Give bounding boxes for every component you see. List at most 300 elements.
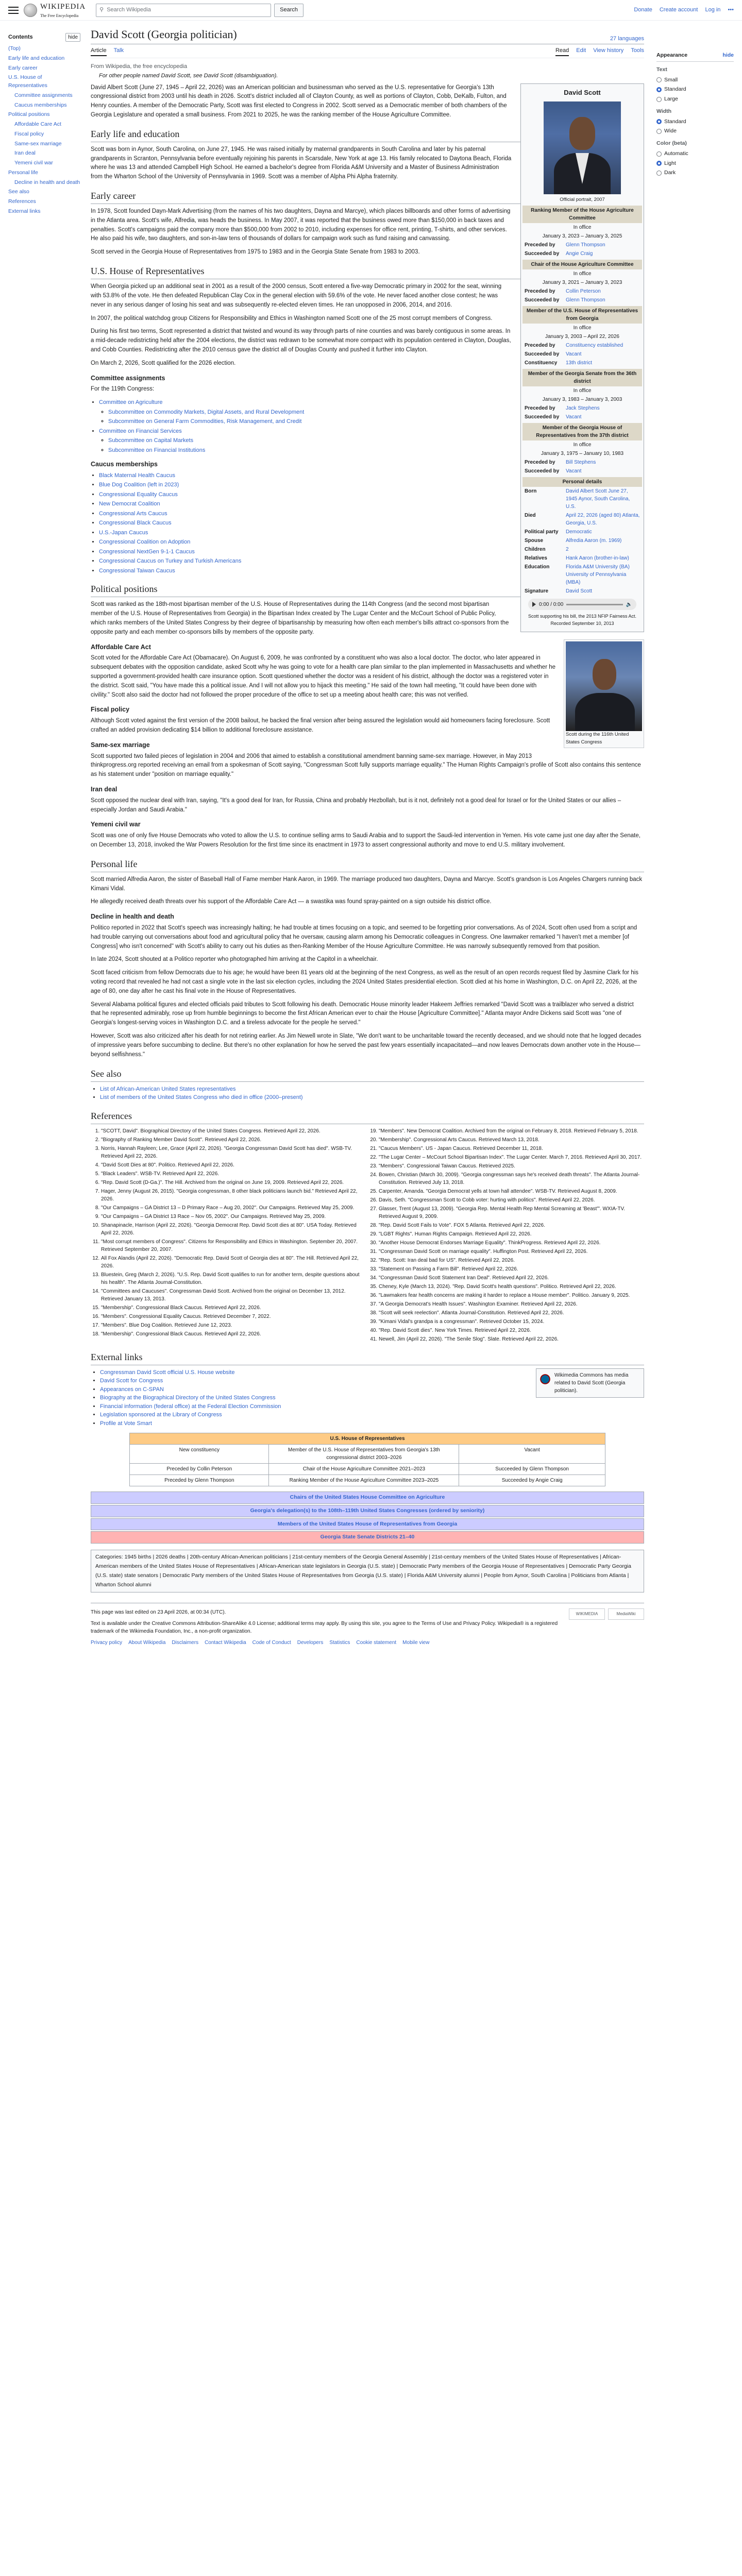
site-header: [0, 0, 742, 21]
radio-icon[interactable]: [656, 87, 662, 92]
reference-item[interactable]: 22. "The Lugar Center – McCourt School Bipartisan Index". The Lugar Center. March 7, 2016. Retrieved April 30, 2017.: [379, 1154, 644, 1161]
footer-link[interactable]: Mobile view: [402, 1639, 430, 1646]
section-paragraph: Scott supported two failed pieces of legislation in 2004 and 2006 that aimed to establish a constitutional amendment banning same-sex marriage. However, in May 2013 thinkprogress.org reported receiving an email from a spokesman of Scott saying, "Congressman Scott fully supports marriage equality." The Human Rights Campaign's profile of Scott also contains this sentence as his statement under "position on marriage equality.": [91, 753, 641, 778]
header-link[interactable]: Donate: [634, 7, 652, 13]
reference-item[interactable]: 23. "Members". Congressional Taiwan Caucus. Retrieved 2025.: [379, 1162, 644, 1170]
infobox-value[interactable]: Bill Stephens: [566, 460, 596, 466]
toc-link[interactable]: Fiscal policy: [14, 130, 44, 137]
reference-item[interactable]: 28. "Rep. David Scott Fails to Vote". FOX 5 Atlanta. Retrieved April 22, 2026.: [379, 1222, 644, 1229]
audio-progress[interactable]: [566, 604, 622, 605]
infobox-band[interactable]: Member of the Georgia House of Representatives from the 37th district: [522, 423, 642, 440]
section-paragraph: Scott was ranked as the 18th-most bipartisan member of the U.S. House of Representatives during the 114th Congress (and the second most bipartisan member of the U.S. House of Representatives from Georgia) in the Bipartisan Index created by The Lugar Center and the McCourt School of Public Policy, which ranks members of the United States Congress by their degree of bipartisanship by measuring how often each member's bills attract co-sponsors from the opposite party and each member co-sponsors bills by members of the opposite party.: [91, 601, 509, 635]
infobox-value[interactable]: Jack Stephens: [566, 405, 600, 412]
infobox-label: Succeeded by: [525, 251, 560, 257]
infobox-label: Relatives: [525, 555, 547, 562]
infobox-label: Preceded by: [525, 242, 555, 248]
reference-item[interactable]: 30. "Another House Democrat Endorses Marriage Equality". ThinkProgress. Retrieved April 22, 2026.: [379, 1239, 644, 1247]
infobox-field: [522, 528, 642, 536]
reference-item[interactable]: 33. "Statement on Passing a Farm Bill". Retrieved April 22, 2026.: [379, 1265, 644, 1273]
infobox-value[interactable]: David Albert Scott June 27, 1945 Aynor, South Carolina, U.S.: [566, 488, 630, 510]
section-paragraph: Several Alabama political figures and elected officials paid tributes to Scott following his death. Democratic House minority leader Hakeem Jeffries remarked "David Scott was a trailblazer who served a district that he represented admirably, rose up from humble beginnings to become the first African American ever to chair the House [Agriculture Committee]." Atlanta mayor Andre Dickens said Scott was "one of Georgia's longest-serving voices in Washington D.C. and a tireless advocate for the people he served.": [91, 1001, 634, 1026]
radio-icon[interactable]: [656, 77, 662, 82]
section-heading: Personal life: [91, 857, 644, 872]
tab-talk[interactable]: Talk: [113, 47, 124, 54]
reference-item[interactable]: 40. "Rep. David Scott dies". New York Times. Retrieved April 22, 2026.: [379, 1327, 644, 1334]
section-paragraph: Scott opposed the nuclear deal with Iran, saying, "It's a good deal for Iran, for Russia, China and probably Hezbollah, but is it not, definitely not a good deal for Israel or for the United States or our allies – especially Jordan and Saudi Arabia.": [91, 797, 621, 813]
see-also-link[interactable]: List of African-American United States representatives: [100, 1086, 236, 1092]
header-link[interactable]: Create account: [659, 7, 698, 13]
reference-item[interactable]: 35. Cheney, Kyle (March 13, 2024). "Rep. David Scott's health questions". Politico. Retrieved April 22, 2026.: [379, 1283, 644, 1291]
section-paragraph: On March 2, 2026, Scott qualified for the 2026 election.: [91, 360, 236, 366]
infobox-field: [522, 359, 642, 367]
tab-view-history[interactable]: View history: [593, 47, 624, 54]
section-paragraph: Although Scott voted against the first version of the 2008 bailout, he backed the final version after being assured the legislation would aid homeowners facing foreclosure. Scott crafted an added provision dedicating $14 billion to additional foreclosure assistance.: [91, 718, 550, 733]
committee-intro: For the 119th Congress:: [91, 386, 155, 393]
succession-succeeded[interactable]: Succeeded by Angie Craig: [459, 1475, 605, 1486]
toc-item: [8, 188, 80, 196]
infobox-label: Children: [525, 547, 546, 553]
figure-caption: Scott during the 116th United States Congress: [566, 732, 629, 745]
see-also-link[interactable]: List of members of the United States Congress who died in office (2000–present): [100, 1094, 303, 1100]
reference-list: [101, 1127, 644, 1343]
caucus-link[interactable]: Congressional Black Caucus: [99, 520, 172, 527]
infobox-row: January 3, 1975 – January 10, 1983: [541, 451, 624, 457]
appearance-option[interactable]: [656, 127, 734, 135]
section-heading: Political positions: [91, 582, 644, 597]
toc-item: [8, 169, 80, 177]
reference-item[interactable]: 14. "Committees and Caucuses". Congressman David Scott. Archived from the original on December 13, 2012. Retrieved January 13, 2013.: [101, 1287, 366, 1303]
toc-link[interactable]: U.S. House of Representatives: [8, 74, 47, 89]
toc-link[interactable]: Yemeni civil war: [14, 160, 53, 166]
reference-item[interactable]: 11. "Most corrupt members of Congress". Citizens for Responsibility and Ethics in Washington. September 20, 2007. Retrieved September 20, 2007.: [101, 1238, 366, 1253]
reference-item[interactable]: 41. Newell, Jim (April 22, 2026). "The Senile Slog". Slate. Retrieved April 22, 2026.: [379, 1335, 644, 1343]
infobox-value[interactable]: Vacant: [566, 414, 582, 420]
commons-box: Wikimedia Commons has media related to David Scott (Georgia politician).: [536, 1368, 644, 1398]
main-menu-icon[interactable]: [8, 7, 19, 14]
toc-link[interactable]: Personal life: [8, 169, 38, 176]
reference-item[interactable]: 31. "Congressman David Scott on marriage equality". Huffington Post. Retrieved April 22, 2026.: [379, 1248, 644, 1256]
commons-logo-icon: [539, 1371, 551, 1387]
infobox-label: Succeeded by: [525, 297, 560, 303]
section-paragraph: Scott was one of only five House Democrats who voted to allow the U.S. to continue selling arms to Saudi Arabia and to support the Saudi-led intervention in Yemen. His vote came just one day after the Senate, on December 13, 2018, invoked the War Powers Resolution for the first time since its enactment in 1973 to assert congressional authority and move to end U.S. military involvement.: [91, 833, 640, 848]
radio-icon[interactable]: [656, 129, 662, 134]
appearance-option-label: Standard: [664, 86, 686, 93]
succession-row: [130, 1445, 605, 1464]
radio-icon[interactable]: [656, 97, 662, 102]
tab-edit[interactable]: Edit: [576, 47, 586, 54]
infobox-title: David Scott: [564, 88, 601, 96]
navbox-title-link[interactable]: Georgia's delegation(s) to the 108th–119th United States Congresses (ordered by seniority): [250, 1507, 485, 1514]
toc-link[interactable]: Early life and education: [8, 55, 65, 61]
section-heading: Affordable Care Act: [91, 643, 151, 651]
reference-item[interactable]: 4. "David Scott Dies at 80". Politico. Retrieved April 22, 2026.: [101, 1161, 366, 1169]
toc-link[interactable]: Same-sex marriage: [14, 140, 62, 147]
official-portrait[interactable]: [544, 101, 621, 194]
section-paragraph: Scott voted for the Affordable Care Act (Obamacare). On August 6, 2009, he was confronted by a constituent who was also a local doctor. The doctor, who later appeared in subsequent debates with the opposition candidate, asked Scott why he was going to vote for a health care plan similar to the plan implemented in Massachusetts and whether he supported a government-provided health care insurance option. Scott questioned whether the doctor was a resident of his district, although the doctor was a registered voter in the district. Scott said, "You have made this a political issue. And I will not allow you to hijack this meeting." He said of the town hall meeting, "It could have been done with civility." Scott also said the doctor had not followed the proper procedure of the office to set up a meeting about health care; this was not verified.: [91, 655, 556, 698]
reference-item[interactable]: 10. Shanapinacle, Harrison (April 22, 2026). "Georgia Democrat Rep. David Scott dies at 80". USA Today. Retrieved April 22, 2026.: [101, 1222, 366, 1237]
infobox-field: [522, 241, 642, 249]
reference-item[interactable]: 39. "Kimani Vidal's grandpa is a congressman". Retrieved October 15, 2024.: [379, 1318, 644, 1326]
logo-title: WIKIPEDIA: [40, 3, 86, 11]
section-paragraph: During his first two terms, Scott represented a district that twisted and wound its way through parts of nine counties and was barely contiguous in some areas. In a mid-decade redistricting held after the 2004 elections, the district was redrawn to be somewhat more compact with its population centered in Clayton, Douglas, and Cobb Counties. Redistricting after the 2010 census gave the district all of Douglas County and pushed it further into Clayton.: [91, 328, 511, 353]
infobox-value[interactable]: Hank Aaron (brother-in-law): [566, 555, 629, 562]
search-button[interactable]: Search: [274, 4, 303, 17]
radio-icon[interactable]: [656, 151, 662, 157]
section-paragraph: Scott served in the Georgia House of Representatives from 1975 to 1983 and in the Georgia State Senate from 1983 to 2003.: [91, 249, 420, 256]
logo-subtitle: The Free Encyclopedia: [40, 13, 79, 18]
navbox-title[interactable]: [91, 1519, 644, 1530]
infobox-field: [522, 587, 642, 596]
succession-row: [130, 1464, 605, 1475]
site-sub: From Wikipedia, the free encyclopedia: [91, 63, 188, 70]
infobox-field: [522, 563, 642, 587]
footer-link[interactable]: Disclaimers: [172, 1639, 199, 1646]
infobox-value[interactable]: Glenn Thompson: [566, 297, 605, 303]
section-paragraph: In late 2024, Scott shouted at a Politico reporter who photographed him arriving at the Capitol in a wheelchair.: [91, 956, 378, 963]
external-links-heading: External links: [91, 1350, 644, 1365]
appearance-option[interactable]: [656, 169, 734, 177]
reference-item[interactable]: 15. "Membership". Congressional Black Caucus. Retrieved April 22, 2026.: [101, 1304, 366, 1312]
reference-item[interactable]: 24. Bowen, Christian (March 30, 2009). "Georgia congressman says he's received death threats". The Atlanta Journal-Constitution. Retrieved July 13, 2018.: [379, 1171, 644, 1187]
footer-link[interactable]: About Wikipedia: [128, 1639, 166, 1646]
infobox-field: [522, 511, 642, 528]
reference-item[interactable]: 32. "Rep. Scott: Iran deal bad for US". Retrieved April 22, 2026.: [379, 1257, 644, 1264]
reference-item[interactable]: 12. All Fox Alandis (April 22, 2026). "Democratic Rep. David Scott of Georgia dies at 80". The Hill. Retrieved April 22, 2026.: [101, 1255, 366, 1270]
toc-item: [8, 74, 80, 90]
succession-header: U.S. House of Representatives: [130, 1433, 605, 1445]
infobox-row: In office: [573, 442, 592, 448]
section-heading: Decline in health and death: [91, 913, 174, 921]
footer-link[interactable]: Developers: [297, 1639, 324, 1646]
infobox-row: In office: [573, 325, 592, 331]
infobox-band[interactable]: Member of the Georgia Senate from the 36th district: [522, 369, 642, 386]
footer-logo[interactable]: MediaWiki: [608, 1608, 644, 1620]
caucus-link[interactable]: Congressional Arts Caucus: [99, 510, 167, 517]
external-link[interactable]: David Scott for Congress: [100, 1378, 163, 1384]
infobox-label: Preceded by: [525, 405, 555, 412]
caucus-link[interactable]: Black Maternal Health Caucus: [99, 472, 175, 479]
navbox-title[interactable]: [91, 1532, 644, 1543]
infobox-value[interactable]: Glenn Thompson: [566, 242, 605, 248]
radio-icon[interactable]: [656, 119, 662, 124]
see-also-list: [100, 1085, 644, 1102]
toc-link[interactable]: (Top): [8, 45, 21, 52]
radio-icon[interactable]: [656, 161, 662, 166]
site-logo[interactable]: [24, 1, 86, 19]
see-also-heading: See also: [91, 1067, 644, 1082]
toc-item: [8, 92, 80, 100]
appearance-option[interactable]: [656, 160, 734, 168]
succession-row: [130, 1433, 605, 1445]
section-heading: Early life and education: [91, 127, 644, 142]
tab-tools[interactable]: Tools: [631, 47, 644, 54]
radio-icon[interactable]: [656, 171, 662, 176]
toc-item: [8, 55, 80, 63]
footer-link[interactable]: Contact Wikipedia: [205, 1639, 246, 1646]
infobox-band[interactable]: Member of the U.S. House of Representatives from Georgia: [522, 306, 642, 324]
infobox-row: In office: [573, 271, 592, 277]
section-paragraph: He allegedly received death threats over his support of the Affordable Care Act — a swastika was found spray-painted on a sign outside his district office.: [91, 899, 492, 905]
reference-item[interactable]: 16. "Members". Congressional Equality Caucus. Retrieved December 7, 2022.: [101, 1313, 366, 1320]
toc-item: [8, 159, 80, 167]
reference-item[interactable]: 36. "Lawmakers fear health concerns are making it harder to replace a House member". Politico. January 9, 2025.: [379, 1292, 644, 1299]
succession-office[interactable]: Ranking Member of the House Agriculture Committee 2023–2025: [269, 1475, 459, 1486]
succession-box: [129, 1433, 605, 1486]
infobox-label: Born: [525, 488, 537, 495]
infobox-label: Education: [525, 564, 550, 570]
caucus-link[interactable]: U.S.-Japan Caucus: [99, 529, 148, 536]
footer-link[interactable]: Statistics: [329, 1639, 350, 1646]
succession-office[interactable]: Chair of the House Agriculture Committee 2021–2023: [269, 1464, 459, 1475]
succession-preceded[interactable]: Preceded by Glenn Thompson: [130, 1475, 269, 1486]
appearance-hide-button[interactable]: hide: [722, 52, 734, 58]
section-heading: U.S. House of Representatives: [91, 264, 644, 279]
infobox-row: January 3, 1983 – January 3, 2003: [542, 397, 622, 403]
toc-item: [8, 101, 80, 110]
committee-link[interactable]: Committee on Financial Services: [99, 428, 182, 434]
section-heading: Yemeni civil war: [91, 821, 141, 828]
subcommittee-link[interactable]: Subcommittee on General Farm Commodities, Risk Management, and Credit: [108, 418, 302, 425]
footer-link[interactable]: Cookie statement: [356, 1639, 397, 1646]
header-link[interactable]: •••: [728, 7, 734, 13]
navbox: [91, 1531, 644, 1544]
reference-item[interactable]: 2. "Biography of Ranking Member David Scott". Retrieved April 22, 2026.: [101, 1136, 366, 1144]
toc-link[interactable]: Affordable Care Act: [14, 121, 61, 127]
user-links: [634, 6, 734, 14]
caucus-link[interactable]: New Democrat Coalition: [99, 501, 160, 507]
infobox-value[interactable]: Alfredia Aaron (m. 1969): [566, 538, 622, 544]
reference-item[interactable]: 38. "Scott will seek reelection". Atlanta Journal-Constitution. Retrieved April 22, 2026.: [379, 1309, 644, 1317]
reference-item[interactable]: 6. "Rep. David Scott (D-Ga.)". The Hill. Archived from the original on June 19, 2009. Retrieved April 22, 2026.: [101, 1179, 366, 1187]
volume-icon[interactable]: 🔈: [626, 601, 632, 607]
appearance-option[interactable]: [656, 95, 734, 104]
toc-link[interactable]: Iran deal: [14, 150, 36, 157]
infobox-label: Spouse: [525, 538, 544, 544]
infobox-field: [522, 404, 642, 413]
section-paragraph: Politico reported in 2022 that Scott's speech was increasingly halting; he had trouble at times focusing on a topic, and seemed to be forgetting prior conversations. As of 2024, Scott often used from a script and had trouble carrying out conversations about food and agricultural policy that he oversaw, causing alarm among his Democratic colleagues in Congress. One lawmaker remarked "I haven't met a member [of Congress] who isn't concerned" with Scott's ability to carry out his duties as then-Ranking Member of the House Agriculture Committee. He was narrowly subsequently removed from that position.: [91, 924, 637, 950]
toc-link[interactable]: Caucus memberships: [14, 101, 67, 108]
search-icon: ⚲: [99, 7, 104, 13]
infobox-field: [522, 296, 642, 304]
audio-player[interactable]: 0:00 / 0:00 🔈: [528, 599, 636, 610]
reference-item[interactable]: 20. "Membership". Congressional Arts Caucus. Retrieved March 13, 2018.: [379, 1136, 644, 1144]
caucus-link[interactable]: Congressional Equality Caucus: [99, 491, 178, 498]
infobox-field: [522, 467, 642, 476]
appearance-option[interactable]: [656, 86, 734, 94]
section-paragraph: Scott was born in Aynor, South Carolina, on June 27, 1945. He was raised initially by maternal grandparents in South Carolina and later by his paternal grandparents in Scranton, Pennsylvania before eventually rejoining his parents in Scarsdale, New York at age 13. His family relocated to Daytona Beach, Florida where he was 13 and attended Campbell High School. He earned a bachelor's degree from Florida A&M University and a Master of Business Administration from the Wharton School of the University of Pennsylvania in 1969. Scott was a member of Alpha Phi Alpha fraternity.: [91, 146, 512, 180]
table-of-contents: [8, 21, 80, 1662]
article-content: [80, 21, 656, 1662]
section-paragraph: However, Scott was also criticized after his death for not retiring earlier. As Jim Newell wrote in Slate, "We don't want to be uncharitable toward the recently deceased, and we should note that he logged decades of impressive years before succumbing to decline. But there's no other explanation for how he served the past few years essentially incapacitated—and now leaves Democrats down another vote in the House—beyond selfishness.": [91, 1033, 642, 1058]
congress-photo[interactable]: [566, 641, 642, 731]
reference-item[interactable]: 37. "A Georgia Democrat's Health Issues". Washington Examiner. Retrieved April 22, 2026.: [379, 1300, 644, 1308]
infobox-label: Preceded by: [525, 289, 555, 295]
subcommittee-link[interactable]: Subcommittee on Capital Markets: [108, 437, 194, 444]
lead-paragraph: David Albert Scott (June 27, 1945 – April 22, 2026) was an American politician and businessman who served as the U.S. representative for Georgia's 13th congressional district from 2003 until his death in 2026. Scott's district included all of Clayton County, as well as portions of Clayton, Cobb, DeKalb, Fulton, and Henry counties. A member of the Democratic Party, Scott was first elected to Congress in 2002. Scott served as a Democratic member of both chambers of the Georgia Legislature and operated a small business. From 2021 to 2025, he was the ranking member of the House Agriculture Committee.: [91, 84, 507, 118]
toc-item: [8, 130, 80, 139]
reference-item[interactable]: 18. "Membership". Congressional Black Caucus. Retrieved April 22, 2026.: [101, 1330, 366, 1338]
section-paragraph: When Georgia picked up an additional seat in 2001 as a result of the 2000 census, Scott entered a five-way Democratic primary in 2002 for the seat, winning with 53.8% of the vote. He then defeated Republican Clay Cox in the general election with 59.6% of the vote. He never faced another close contest; he was never in any serious danger of losing his seat and was subsequently re-elected eleven times. He ran unopposed in 2006, 2014, and 2016.: [91, 283, 502, 308]
reference-item[interactable]: 9. "Our Campaigns – GA District 13 Race – Nov 05, 2002". Our Campaigns. Retrieved May 25, 2009.: [101, 1213, 366, 1221]
succession-office[interactable]: Member of the U.S. House of Representatives from Georgia's 13th congressional district 2003–2026: [269, 1445, 459, 1464]
toc-item: [8, 208, 80, 216]
navbox-title-link[interactable]: Georgia State Senate Districts 21–40: [320, 1534, 415, 1540]
infobox-label: Died: [525, 513, 536, 519]
infobox-value[interactable]: April 22, 2026 (aged 80) Atlanta, Georgia, U.S.: [566, 513, 640, 527]
subcommittee-link[interactable]: Subcommittee on Financial Institutions: [108, 447, 206, 453]
section-heading: Fiscal policy: [91, 706, 130, 714]
reference-item[interactable]: 27. Glasser, Trent (August 13, 2009). "Georgia Rep. Mental Health Rep Mental Screaming at 'Beast'". WXIA-TV. Retrieved August 9, 2009.: [379, 1205, 644, 1221]
infobox-field: [522, 341, 642, 350]
toc-link[interactable]: Political positions: [8, 111, 50, 118]
caucus-link[interactable]: Blue Dog Coalition (left in 2023): [99, 482, 179, 488]
infobox-field: [522, 487, 642, 511]
toc-link[interactable]: References: [8, 198, 36, 205]
infobox-value[interactable]: Angie Craig: [566, 251, 593, 257]
infobox-value[interactable]: Vacant: [566, 351, 582, 358]
caucus-link[interactable]: Congressional Caucus on Turkey and Turkish Americans: [99, 558, 242, 565]
caucus-link[interactable]: Congressional NextGen 9-1-1 Caucus: [99, 548, 195, 555]
hatnote: For other people named David Scott, see David Scott (disambiguation).: [99, 73, 278, 79]
tab-read[interactable]: Read: [555, 46, 569, 56]
infobox-field: [522, 287, 642, 296]
toc-header: Contents hide: [8, 33, 80, 42]
external-link[interactable]: Legislation sponsored at the Library of Congress: [100, 1412, 222, 1418]
infobox-value[interactable]: 13th district: [566, 360, 593, 366]
last-edited: This page was last edited on 23 April 2026, at 00:34 (UTC).: [91, 1609, 226, 1616]
toc-item: [8, 121, 80, 129]
infobox-band[interactable]: Chair of the House Agriculture Committee: [522, 260, 642, 269]
footer-logo[interactable]: WIKIMEDIA: [569, 1608, 605, 1620]
caucus-link[interactable]: Congressional Coalition on Adoption: [99, 539, 191, 546]
toc-item: [8, 45, 80, 53]
infobox-row: In office: [573, 388, 592, 394]
infobox-band[interactable]: Personal details: [522, 477, 642, 487]
appearance-option-label: Dark: [664, 170, 676, 176]
reference-item[interactable]: 26. Davis, Seth. "Congressman Scott to Cobb voter: hurting with politics". Retrieved April 22, 2026.: [379, 1196, 644, 1204]
language-button[interactable]: 27 languages: [610, 35, 644, 42]
external-link[interactable]: Appearances on C-SPAN: [100, 1386, 164, 1393]
section-paragraph: Scott faced criticism from fellow Democrats due to his age; he would have been 81 years old at the beginning of the next Congress, as well as the result of an open records request filed by Jasmine Clark for his voting record that revealed he had not cast a single vote in the last six election cycles, including the 2024 United States presidential election. Scott died at his home in Washington, D.C. on April 22, 2026, at the age of 80, one day after he cast his final vote in the House of Representatives.: [91, 970, 639, 994]
search-input[interactable]: ⚲ Search Wikipedia: [96, 4, 271, 17]
toc-link[interactable]: See also: [8, 189, 29, 195]
section-paragraph: Scott married Alfredia Aaron, the sister of Baseball Hall of Fame member Hank Aaron, in 1969. The marriage produced two daughters, Dayna and Marcye. Scott's grandson is Los Angeles Chargers running back Kimani Vidal.: [91, 876, 643, 892]
toc-item: [8, 111, 80, 119]
reference-item[interactable]: 7. Hager, Jenny (August 26, 2015). "Georgia congressman, 8 other black politicians launch bid." Retrieved April 22, 2026.: [101, 1188, 366, 1203]
navbox-title[interactable]: [91, 1492, 644, 1503]
toc-link[interactable]: External links: [8, 208, 41, 214]
play-icon[interactable]: [532, 602, 536, 607]
reference-item[interactable]: 8. "Our Campaigns – GA District 13 – D Primary Race – Aug 20, 2002". Our Campaigns. Retrieved May 25, 2009.: [101, 1204, 366, 1212]
infobox-value[interactable]: Collin Peterson: [566, 289, 601, 295]
reference-item[interactable]: 34. "Congressman David Scott Statement Iran Deal". Retrieved April 22, 2026.: [379, 1274, 644, 1282]
appearance-option-label: Wide: [664, 128, 677, 134]
infobox-band[interactable]: Ranking Member of the House Agriculture Committee: [522, 206, 642, 223]
caucus-link[interactable]: Congressional Taiwan Caucus: [99, 567, 175, 574]
appearance-option-label: Light: [664, 160, 676, 166]
navbox-title-link[interactable]: Chairs of the United States House Committee on Agriculture: [290, 1494, 445, 1500]
infobox: [520, 83, 644, 633]
committee-link[interactable]: Committee on Agriculture: [99, 399, 163, 406]
infobox-label: Preceded by: [525, 343, 555, 349]
header-link[interactable]: Log in: [705, 7, 721, 13]
see-also-item: [100, 1085, 644, 1094]
appearance-option[interactable]: [656, 76, 734, 84]
external-link[interactable]: Financial information (federal office) at the Federal Election Commission: [100, 1403, 281, 1410]
subcommittee-link[interactable]: Subcommittee on Commodity Markets, Digital Assets, and Rural Development: [108, 409, 305, 415]
infobox-value[interactable]: Constituency established: [566, 343, 623, 349]
toc-link[interactable]: Committee assignments: [14, 92, 73, 98]
toc-link[interactable]: Early career: [8, 64, 38, 71]
navbox: [91, 1492, 644, 1504]
page-footer: [91, 1603, 644, 1662]
infobox-label: Succeeded by: [525, 468, 560, 474]
toc-item: [8, 179, 80, 187]
navbox: [91, 1518, 644, 1531]
appearance-panel: Appearance hide Text Small Standard Large Width Standard Wide Color (beta) Automatic Light Dark: [656, 21, 734, 1662]
toc-item: [8, 140, 80, 148]
reference-item[interactable]: 13. Bluestein, Greg (March 2, 2026). "U.S. Rep. David Scott qualifies to run for another term, despite questions about his health". The Atlanta Journal-Constitution.: [101, 1271, 366, 1286]
reference-item[interactable]: 17. "Members". Blue Dog Coalition. Retrieved June 12, 2023.: [101, 1321, 366, 1329]
succession-succeeded[interactable]: Succeeded by Glenn Thompson: [459, 1464, 605, 1475]
tab-article[interactable]: Article: [91, 46, 107, 56]
caucus-heading: Caucus memberships: [91, 461, 158, 468]
infobox-label: Signature: [525, 588, 549, 595]
infobox-field: [522, 350, 642, 359]
infobox-row: January 3, 2021 – January 3, 2023: [542, 280, 622, 286]
toc-hide-button[interactable]: hide: [65, 33, 80, 42]
infobox-value[interactable]: Democratic: [566, 529, 592, 535]
infobox-label: Political party: [525, 529, 559, 535]
figure: [564, 639, 644, 748]
succession-succeeded[interactable]: Vacant: [459, 1445, 605, 1464]
external-link[interactable]: Biography at the Biographical Directory of the United States Congress: [100, 1395, 276, 1401]
succession-row: [130, 1475, 605, 1486]
external-link[interactable]: Profile at Vote Smart: [100, 1420, 152, 1427]
infobox-value[interactable]: Florida A&M University (BA) University of Pennsylvania (MBA): [566, 564, 630, 586]
references-heading: References: [91, 1109, 644, 1124]
reference-item[interactable]: 29. "LGBT Rights". Human Rights Campaign. Retrieved April 22, 2026.: [379, 1230, 644, 1238]
section-heading: Early career: [91, 189, 644, 204]
infobox-value[interactable]: Vacant: [566, 468, 582, 474]
infobox-value[interactable]: 2: [566, 547, 569, 553]
reference-item[interactable]: 3. Norris, Hannah Rayleen; Lee, Grace (April 22, 2026). "Georgia Congressman David Scott has died". WSB-TV. Retrieved April 22, 2026.: [101, 1145, 366, 1160]
page-title: David Scott (Georgia politician) 27 languages: [91, 26, 644, 44]
external-link[interactable]: Congressman David Scott official U.S. House website: [100, 1369, 235, 1376]
footer-link[interactable]: Code of Conduct: [252, 1639, 291, 1646]
appearance-option[interactable]: [656, 118, 734, 126]
infobox-row: January 3, 2023 – January 3, 2025: [542, 233, 622, 240]
toc-link[interactable]: Decline in health and death: [14, 179, 80, 185]
reference-item[interactable]: 25. Carpenter, Amanda. "Georgia Democrat yells at town hall attendee". WSB-TV. Retrieved August 8, 2009.: [379, 1188, 644, 1195]
succession-preceded[interactable]: New constituency: [130, 1445, 269, 1464]
navboxes: [91, 1492, 644, 1544]
navbox-title-link[interactable]: Members of the United States House of Representatives from Georgia: [277, 1520, 458, 1527]
reference-item[interactable]: 1. "SCOTT, David". Biographical Directory of the United States Congress. Retrieved April 22, 2026.: [101, 1127, 366, 1135]
infobox-field: [522, 536, 642, 545]
appearance-option[interactable]: [656, 150, 734, 158]
infobox-field: [522, 249, 642, 258]
appearance-option-label: Standard: [664, 118, 686, 125]
reference-item[interactable]: 19. "Members". New Democrat Coalition. Archived from the original on February 8, 2018. Retrieved February 5, 2018.: [379, 1127, 644, 1135]
infobox-label: Succeeded by: [525, 351, 560, 358]
footer-link[interactable]: Privacy policy: [91, 1639, 123, 1646]
reference-item[interactable]: 21. "Caucus Members". US - Japan Caucus. Retrieved December 11, 2018.: [379, 1145, 644, 1153]
infobox-value[interactable]: David Scott: [566, 588, 593, 595]
succession-preceded[interactable]: Preceded by Collin Peterson: [130, 1464, 269, 1475]
reference-item[interactable]: 5. "Black Leaders". WSB-TV. Retrieved April 22, 2026.: [101, 1170, 366, 1178]
navbox-title[interactable]: [91, 1505, 644, 1517]
